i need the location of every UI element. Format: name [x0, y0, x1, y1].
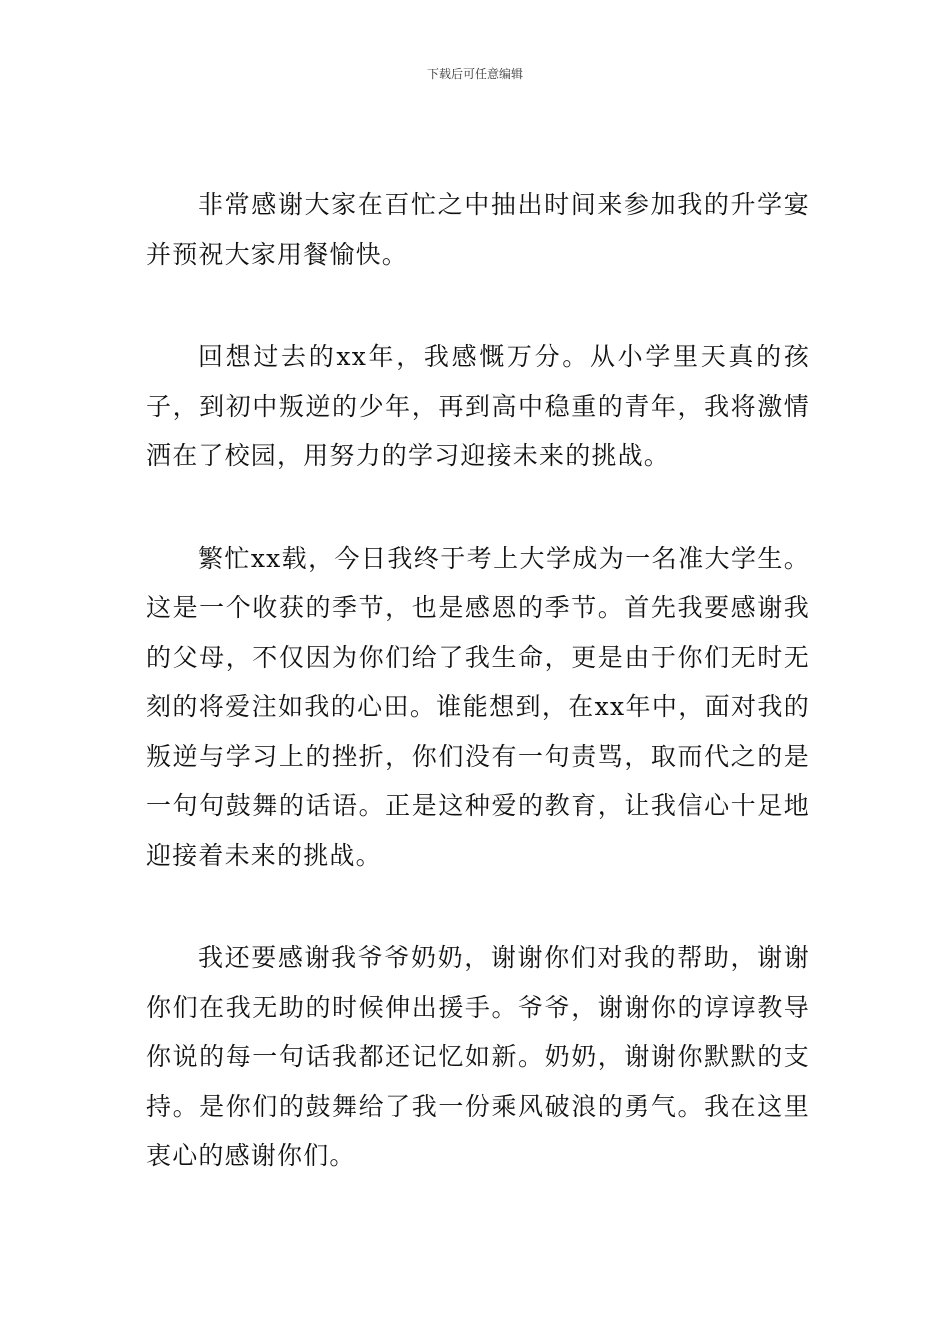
paragraph-1: 非常感谢大家在百忙之中抽出时间来参加我的升学宴并预祝大家用餐愉快。 — [146, 190, 810, 269]
paragraph-3: 繁忙xx载，今日我终于考上大学成为一名准大学生。这是一个收获的季节，也是感恩的季节。首先我要感谢我的父母，不仅因为你们给了我生命，更是由于你们无时无刻的将爱注如我的心田。谁能想到，在xx年中，面对我的叛逆与学习上的挫折，你们没有一句责骂，取而代之的是一句句鼓舞的话语。正是这种爱的教育，让我信心十足地迎接着未来的挑战。 — [146, 543, 810, 870]
paragraph-2: 回想过去的xx年，我感慨万分。从小学里天真的孩子，到初中叛逆的少年，再到高中稳重的青年，我将激情洒在了校园，用努力的学习迎接未来的挑战。 — [146, 342, 810, 470]
document-body — [146, 180, 810, 1234]
header-note: 下载后可任意编辑 — [426, 67, 523, 81]
paragraph-4: 我还要感谢我爷爷奶奶，谢谢你们对我的帮助，谢谢你们在我无助的时候伸出援手。爷爷，谢谢你的谆谆教导你说的每一句话我都还记忆如新。奶奶，谢谢你默默的支持。是你们的鼓舞给了我一份乘风破浪的勇气。我在这里衷心的感谢你们。 — [146, 943, 810, 1170]
